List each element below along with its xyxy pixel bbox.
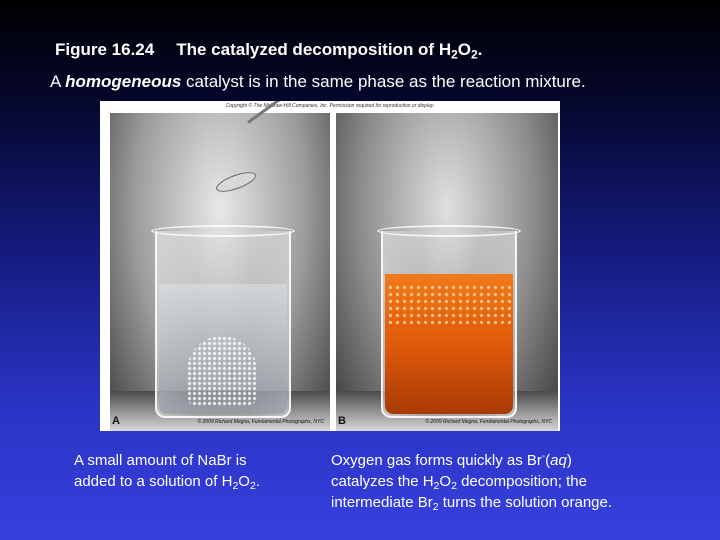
- emphasis-term: homogeneous: [65, 72, 182, 91]
- photo-credit-a: © 2009 Richard Megna, Fundamental Photographs, NYC: [197, 419, 324, 425]
- photo-panel-a: [110, 113, 330, 431]
- slide-subtitle: A homogeneous catalyst is in the same phase as the reaction mixture.: [50, 72, 586, 91]
- photo-credit-b: © 2009 Richard Megna, Fundamental Photographs, NYC: [425, 419, 552, 425]
- spatula: [214, 168, 258, 196]
- beaker-b: [381, 231, 517, 418]
- caption-b: Oxygen gas forms quickly as Br-(aq) catalyzes the $H_2O_2$ decomposition; the intermediate $Br_2$ turns the solution orange.: [331, 451, 613, 514]
- nabr-crystals: [187, 336, 257, 406]
- caption-a: A small amount of NaBr is added to a solution of $H_2O_2$.: [74, 452, 260, 493]
- oxygen-bubbles: [387, 284, 511, 324]
- panel-label-b: B: [338, 415, 346, 427]
- orange-solution: [385, 274, 513, 414]
- photo-panel-b: [336, 113, 558, 431]
- title-text: The catalyzed decomposition of $H_2O_2$.: [176, 40, 483, 62]
- copyright-notice: Copyright © The McGraw-Hill Companies, Inc. Permission required for reproduction or display.: [225, 103, 435, 109]
- beaker-a: [155, 231, 291, 418]
- slide-title: [55, 40, 482, 60]
- panel-label-a: A: [112, 415, 120, 427]
- figure-number: Figure 16.24: [55, 40, 155, 59]
- figure-photo: [100, 101, 560, 431]
